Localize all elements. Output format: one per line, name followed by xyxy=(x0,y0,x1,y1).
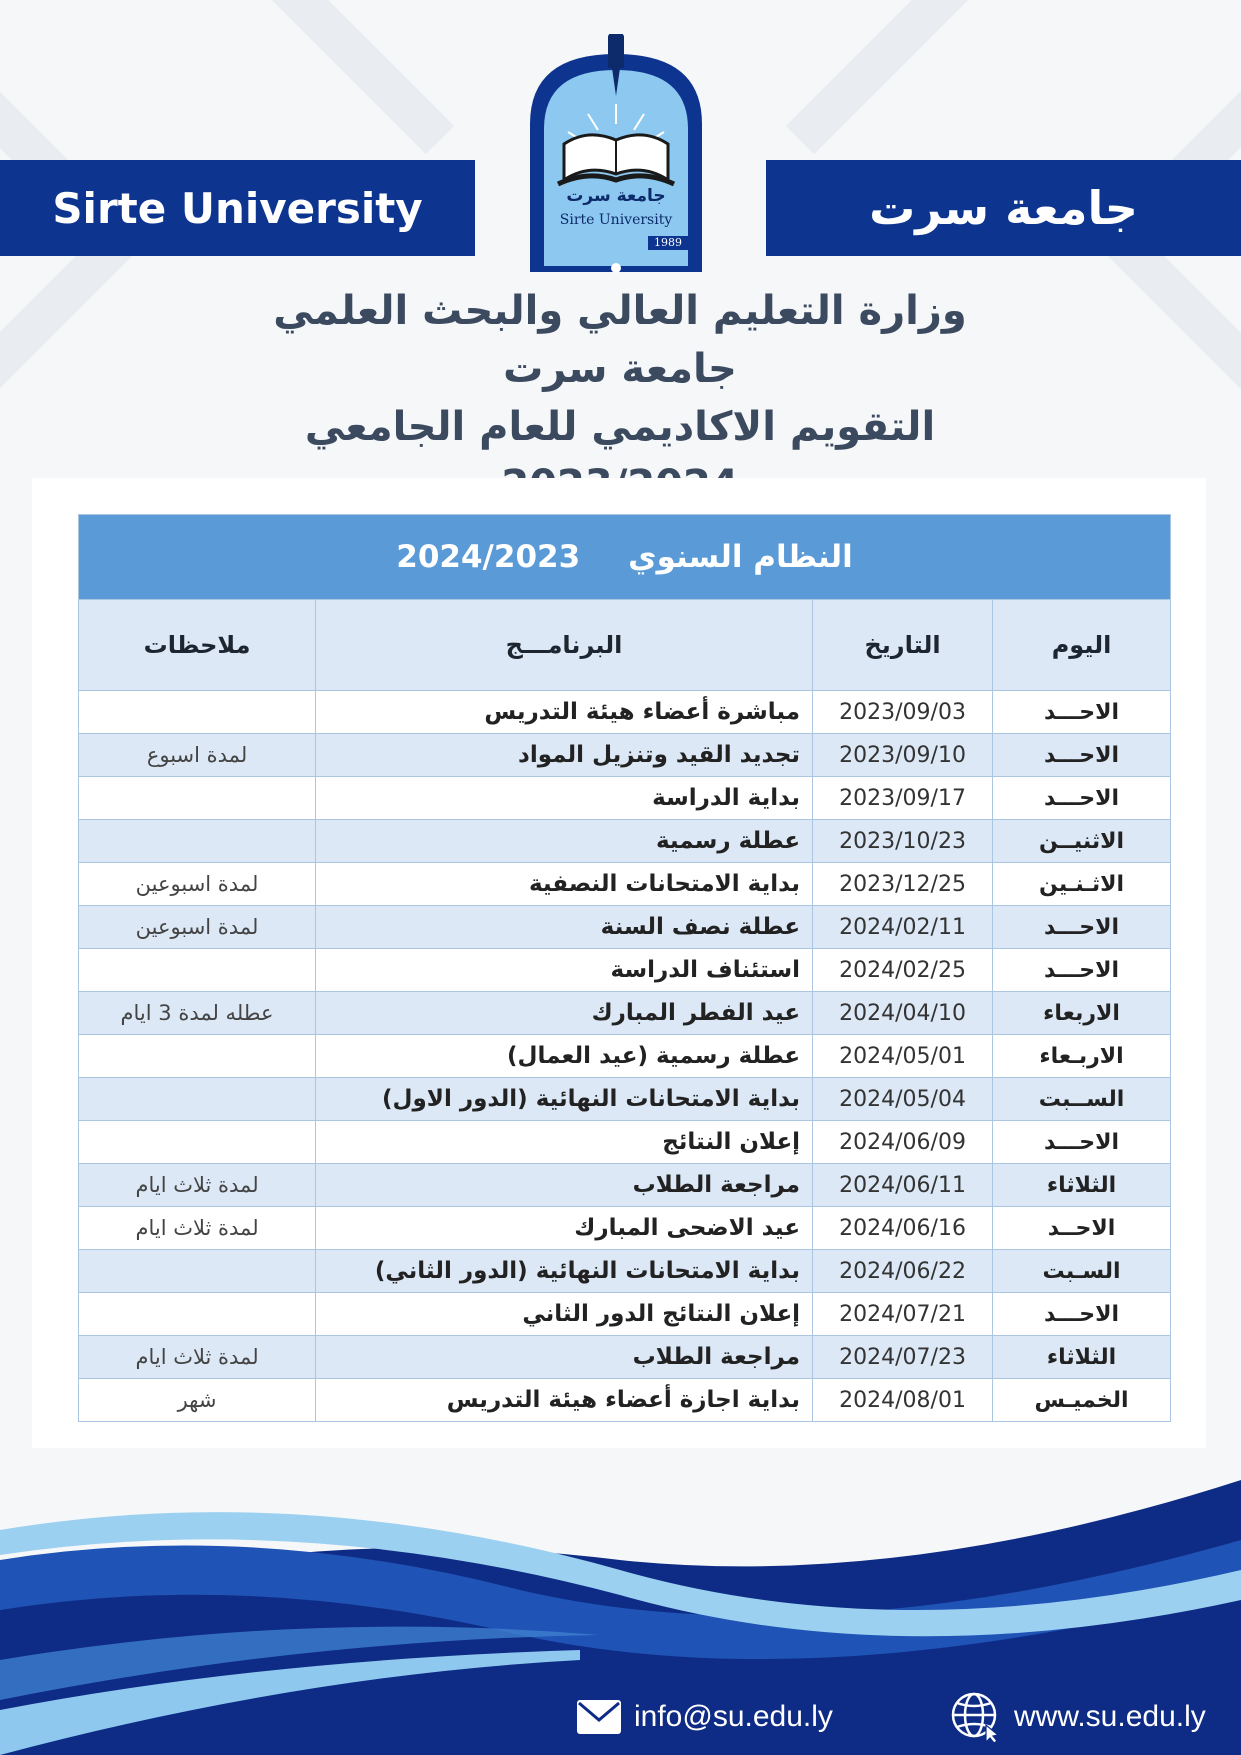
table-row xyxy=(79,1035,1171,1078)
table-row xyxy=(79,1078,1171,1121)
row-date: 2024/06/16 xyxy=(813,1207,993,1250)
academic-calendar-table xyxy=(78,514,1170,1422)
table-row xyxy=(79,906,1171,949)
row-date: 2023/09/17 xyxy=(813,777,993,820)
row-day: الاحـــد xyxy=(993,949,1171,992)
table-row xyxy=(79,863,1171,906)
row-note xyxy=(79,949,316,992)
row-date: 2023/09/03 xyxy=(813,691,993,734)
table-caption xyxy=(79,515,1171,600)
column-header-notes: ملاحظات xyxy=(79,600,316,691)
university-logo xyxy=(528,34,704,274)
logo-name-en: Sirte University xyxy=(559,212,673,228)
row-date: 2023/09/10 xyxy=(813,734,993,777)
row-day: الخميـس xyxy=(993,1379,1171,1422)
row-note xyxy=(79,820,316,863)
row-note xyxy=(79,1293,316,1336)
row-program: إعلان النتائج الدور الثاني xyxy=(316,1293,813,1336)
row-note xyxy=(79,691,316,734)
row-note xyxy=(79,777,316,820)
row-day: الثلاثاء xyxy=(993,1164,1171,1207)
row-program: إعلان النتائج xyxy=(316,1121,813,1164)
row-program: عطلة نصف السنة xyxy=(316,906,813,949)
envelope-icon xyxy=(576,1699,622,1735)
row-program: بداية اجازة أعضاء هيئة التدريس xyxy=(316,1379,813,1422)
university-name-en-banner xyxy=(0,160,475,256)
row-program: مباشرة أعضاء هيئة التدريس xyxy=(316,691,813,734)
row-day: السـبت xyxy=(993,1250,1171,1293)
row-date: 2024/07/23 xyxy=(813,1336,993,1379)
row-program: عيد الاضحى المبارك xyxy=(316,1207,813,1250)
row-date: 2023/10/23 xyxy=(813,820,993,863)
table-row xyxy=(79,1250,1171,1293)
row-note: لمدة ثلاث ايام xyxy=(79,1164,316,1207)
table-row xyxy=(79,949,1171,992)
row-date: 2024/07/21 xyxy=(813,1293,993,1336)
ministry-title: وزارة التعليم العالي والبحث العلمي xyxy=(273,288,967,334)
table-row xyxy=(79,820,1171,863)
row-program: بداية الامتحانات النصفية xyxy=(316,863,813,906)
row-date: 2024/06/22 xyxy=(813,1250,993,1293)
row-note: لمدة ثلاث ايام xyxy=(79,1336,316,1379)
university-title: جامعة سرت xyxy=(503,346,737,392)
row-date: 2024/02/11 xyxy=(813,906,993,949)
calendar-title: التقويم الاكاديمي للعام الجامعي xyxy=(304,404,936,450)
footer-email[interactable] xyxy=(576,1692,833,1742)
table-row xyxy=(79,1121,1171,1164)
row-program: مراجعة الطلاب xyxy=(316,1164,813,1207)
logo-year: 1989 xyxy=(648,236,688,250)
row-day: الاثنيــن xyxy=(993,820,1171,863)
row-program: عيد الفطر المبارك xyxy=(316,992,813,1035)
column-header-date: التاريخ xyxy=(813,600,993,691)
row-date: 2023/12/25 xyxy=(813,863,993,906)
table-row xyxy=(79,992,1171,1035)
row-note: لمدة ثلاث ايام xyxy=(79,1207,316,1250)
row-day: الثلاثاء xyxy=(993,1336,1171,1379)
caption-title: النظام السنوي xyxy=(628,539,853,575)
row-note xyxy=(79,1035,316,1078)
row-program: بداية الامتحانات النهائية (الدور الثاني) xyxy=(316,1250,813,1293)
table-row xyxy=(79,777,1171,820)
row-program: عطلة رسمية xyxy=(316,820,813,863)
row-note xyxy=(79,1078,316,1121)
table-row xyxy=(79,1293,1171,1336)
row-note xyxy=(79,1121,316,1164)
row-day: الاحـــد xyxy=(993,691,1171,734)
table-row xyxy=(79,1336,1171,1379)
row-date: 2024/05/01 xyxy=(813,1035,993,1078)
table-row xyxy=(79,734,1171,777)
row-program: استئناف الدراسة xyxy=(316,949,813,992)
row-day: الاحـــد xyxy=(993,777,1171,820)
row-day: الاثـنـين xyxy=(993,863,1171,906)
row-day: الاحـــد xyxy=(993,906,1171,949)
table-row xyxy=(79,1207,1171,1250)
row-date: 2024/08/01 xyxy=(813,1379,993,1422)
row-date: 2024/04/10 xyxy=(813,992,993,1035)
row-note: لمدة اسبوعين xyxy=(79,863,316,906)
table-row xyxy=(79,691,1171,734)
email-text[interactable]: info@su.edu.ly xyxy=(634,1700,833,1733)
logo-name-ar: جامعة سرت xyxy=(566,186,666,206)
university-name-ar: جامعة سرت xyxy=(869,181,1138,235)
row-date: 2024/05/04 xyxy=(813,1078,993,1121)
row-day: الاربعاء xyxy=(993,992,1171,1035)
row-note: عطله لمدة 3 ايام xyxy=(79,992,316,1035)
row-day: الاحــد xyxy=(993,1207,1171,1250)
university-name-ar-banner xyxy=(766,160,1241,256)
row-date: 2024/02/25 xyxy=(813,949,993,992)
row-program: تجديد القيد وتنزيل المواد xyxy=(316,734,813,777)
row-day: الاحـــد xyxy=(993,734,1171,777)
caption-year: 2024/2023 xyxy=(396,539,581,575)
row-day: الســبت xyxy=(993,1078,1171,1121)
row-note: لمدة اسبوعين xyxy=(79,906,316,949)
globe-icon xyxy=(950,1691,1002,1743)
row-date: 2024/06/09 xyxy=(813,1121,993,1164)
row-day: الاحـــد xyxy=(993,1293,1171,1336)
row-program: بداية الامتحانات النهائية (الدور الاول) xyxy=(316,1078,813,1121)
row-date: 2024/06/11 xyxy=(813,1164,993,1207)
row-program: مراجعة الطلاب xyxy=(316,1336,813,1379)
row-note xyxy=(79,1250,316,1293)
university-name-en: Sirte University xyxy=(52,183,423,233)
row-day: الاربـعاء xyxy=(993,1035,1171,1078)
column-header-program: البرنامـــج xyxy=(316,600,813,691)
row-note: شهر xyxy=(79,1379,316,1422)
column-header-day: اليوم xyxy=(993,600,1171,691)
website-text[interactable]: www.su.edu.ly xyxy=(1014,1700,1206,1733)
row-note: لمدة اسبوع xyxy=(79,734,316,777)
footer-website[interactable] xyxy=(950,1692,1206,1742)
row-program: عطلة رسمية (عيد العمال) xyxy=(316,1035,813,1078)
table-row xyxy=(79,1379,1171,1422)
row-program: بداية الدراسة xyxy=(316,777,813,820)
row-day: الاحـــد xyxy=(993,1121,1171,1164)
table-row xyxy=(79,1164,1171,1207)
